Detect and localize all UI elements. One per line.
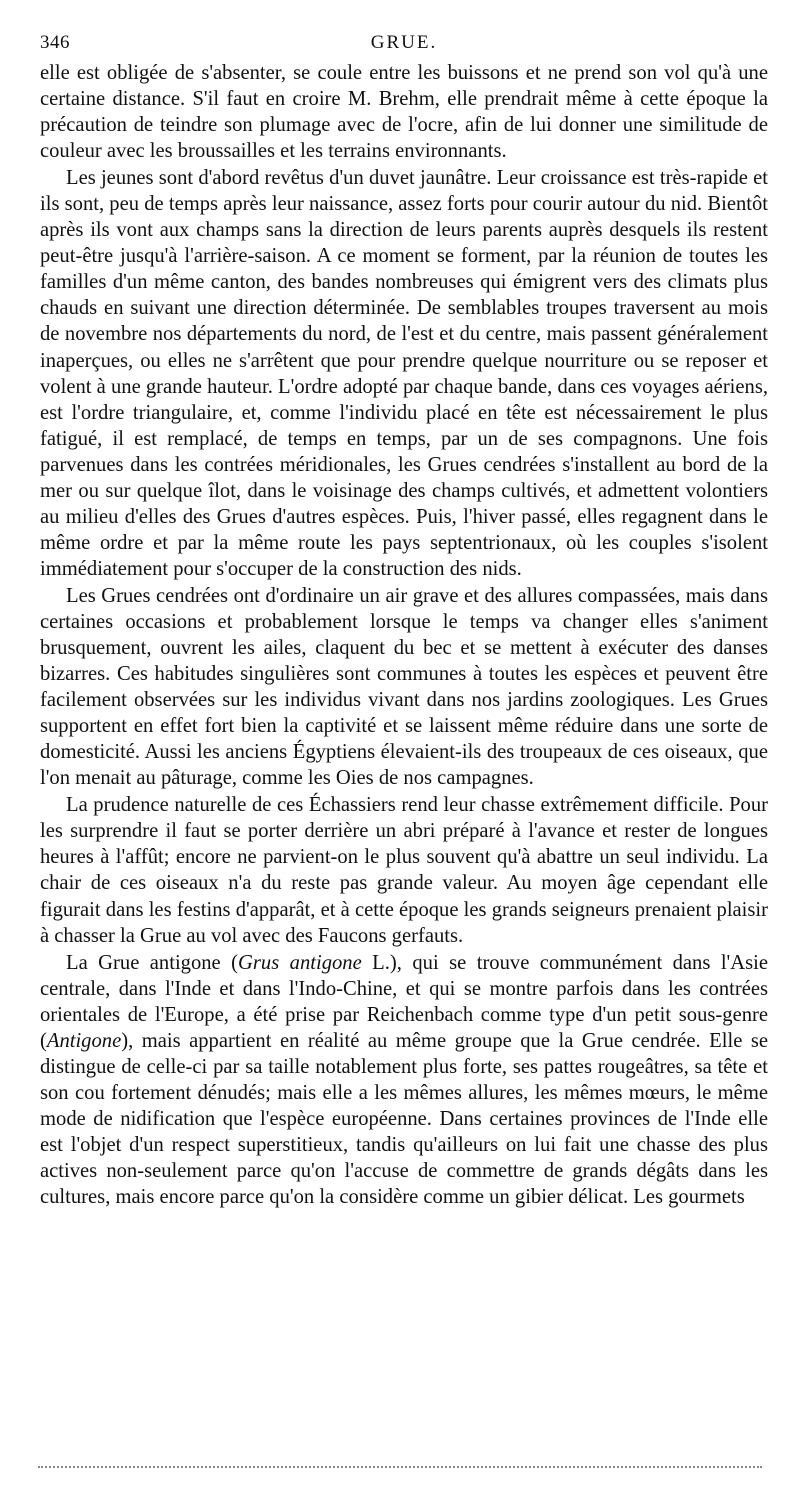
paragraph-5-segment: ), mais appartient en réalité au même groupe que la Grue cendrée. Elle se distingue de celle-ci par sa taille notablement plus forte, ses pattes rougeâtres, sa tête et son cou fortement dénudés; mais elle a les mêmes allures, les mêmes mœurs, le même mode de nidification que l'espèce européenne. Dans certaines provinces de l'Inde elle est l'objet d'un respect superstitieux, tandis qu'ailleurs on lui fait une chasse des plus actives non-seulement parce qu'on l'accuse de commettre de grands dégâts dans les cultures, mais encore parce qu'on la considère comme un gibier délicat. Les gourmets (40, 1029, 768, 1209)
paragraph-5 (40, 950, 768, 1210)
footer-rule (38, 1466, 762, 1468)
paragraph-4: La prudence naturelle de ces Échassiers rend leur chasse extrêmement difficile. Pour les surprendre il faut se porter derrière un abri préparé à l'avance et rester de longues heures à l'affût; encore ne parvient-on le plus souvent qu'à abattre un seul individu. La chair de ces oiseaux n'a du reste pas grande valeur. Au moyen âge cependant elle figurait dans les festins d'apparât, et à cette époque les grands seigneurs prenaient plaisir à chasser la Grue au vol avec des Faucons gerfauts. (40, 794, 768, 947)
body-text (40, 60, 768, 1210)
paragraph-1: elle est obligée de s'absenter, se coule entre les buissons et ne prend son vol qu'à une certaine distance. S'il faut en croire M. Brehm, elle prendrait même à cette époque la précaution de teindre son plumage avec de l'ocre, afin de lui donner une similitude de couleur avec les broussailles et les terrains environnants. (40, 62, 768, 163)
page-header (40, 26, 768, 60)
page (40, 26, 768, 1210)
paragraph-5-segment: L.), qui se trouve communément dans l'Asie centrale, dans l'Inde et dans l'Indo-Chine, et qui se montre parfois dans les contrées orientales de l'Europe, a été prise par Reichenbach comme type d'un petit sous-genre ( (40, 951, 769, 1052)
page-number: 346 (40, 32, 70, 53)
species-name-italic: Grus antigone (238, 951, 362, 974)
running-head: GRUE. (370, 32, 438, 53)
paragraph-3: Les Grues cendrées ont d'ordinaire un air grave et des allures compassées, mais dans certaines occasions et probablement lorsque le temps va changer elles s'animent brusquement, ouvrent les ailes, claquent du bec et se mettent à exécuter des danses bizarres. Ces habitudes singulières sont communes à toutes les espèces et peuvent être facilement observées sur les individus vivant dans nos jardins zoologiques. Les Grues supportent en effet fort bien la captivité et se laissent même réduire dans une sorte de domesticité. Aussi les anciens Égyptiens élevaient-ils des troupeaux de ces oiseaux, que l'on menait au pâturage, comme les Oies de nos campagnes. (40, 584, 768, 790)
subgenus-name-italic: Antigone (46, 1029, 122, 1052)
paragraph-5-segment: La Grue antigone ( (66, 951, 239, 974)
paragraph-2: Les jeunes sont d'abord revêtus d'un duvet jaunâtre. Leur croissance est très-rapide et ils sont, peu de temps après leur naissance, assez forts pour courir autour du nid. Bientôt après ils vont aux champs sans la direction de leurs parents auprès desquels ils restent peut-être jusqu'à l'arrière-saison. A ce moment se forment, par la réunion de toutes les familles d'un même canton, des bandes nombreuses qui émigrent vers des climats plus chauds en suivant une direction déterminée. De semblables troupes traversent au mois de novembre nos départements du nord, de l'est et du centre, mais passent généralement inaperçues, ou elles ne s'arrêtent que pour prendre quelque nourriture ou se reposer et volent à une grande hauteur. L'ordre adopté par chaque bande, dans ces voyages aériens, est l'ordre triangulaire, et, comme l'individu placé en tête est nécessairement le plus fatigué, il est remplacé, de temps en temps, par un de ses compagnons. Une fois parvenues dans les contrées méridionales, les Grues cendrées s'installent au bord de la mer ou sur quelque îlot, dans le voisinage des champs cultivés, et admettent volontiers au milieu d'elles des Grues d'autres espèces. Puis, l'hiver passé, elles regagnent dans le même ordre et par la même route les pays septentrionaux, où les couples s'isolent immédiatement pour s'occuper de la construction des nids. (40, 167, 768, 580)
